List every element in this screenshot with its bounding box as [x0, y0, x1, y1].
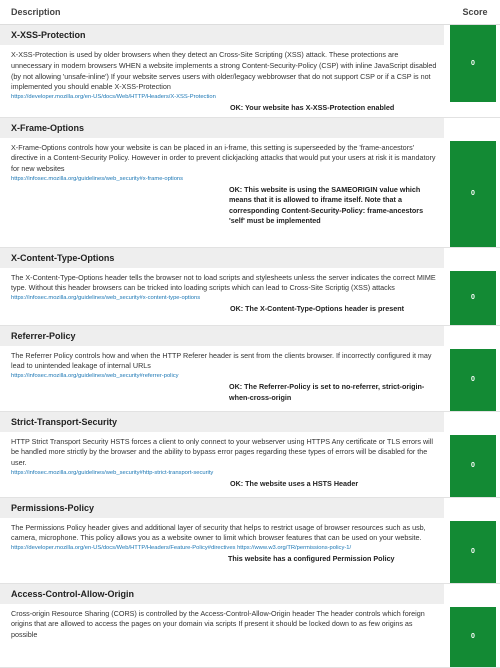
score-badge: 0	[450, 349, 496, 411]
row-title: Access-Control-Allow-Origin	[0, 584, 444, 604]
row-description: The Referrer Policy controls how and when the HTTP Referer header is sent from the clients browser. If incorrectly configured it may lead to unintended leakage of internal URLs	[11, 350, 432, 371]
table-row	[0, 326, 500, 412]
status-message: OK: This website is using the SAMEORIGIN value which means that it is allowed to iframe itself. Note that a corresponding Content-Security-Policy: frame-ancestors 'self' must be implemented	[229, 185, 424, 226]
reference-link[interactable]: https://infosec.mozilla.org/guidelines/web_security#http-strict-transport-security	[11, 470, 214, 477]
status-message: OK: The X-Content-Type-Options header is present	[230, 304, 404, 314]
table-row	[0, 25, 500, 118]
reference-link[interactable]: https://infosec.mozilla.org/guidelines/web_security#x-content-type-options	[11, 295, 201, 302]
score-badge: 0	[450, 271, 496, 325]
reference-link[interactable]: https://developer.mozilla.org/en-US/docs/Web/HTTP/Headers/Feature-Policy#directives https://www.w3.org/TR/permissions-policy-1/	[11, 545, 352, 552]
table-row	[0, 118, 500, 248]
row-title: Permissions-Policy	[0, 498, 444, 518]
table-row	[0, 584, 500, 668]
score-badge: 0	[450, 25, 496, 102]
score-badge: 0	[450, 607, 496, 667]
score-badge: 0	[450, 141, 496, 247]
score-badge: 0	[450, 521, 496, 583]
row-description: The Permissions Policy header gives and additional layer of security that helps to restrict usage of browser resources such as usb, camera, microphone. This policy allows you as a website owner to limit which browser features that can be used on your website.	[11, 522, 426, 543]
row-title: X-XSS-Protection	[0, 25, 444, 45]
table-row	[0, 412, 500, 498]
status-message: This website has a configured Permission Policy	[228, 554, 395, 564]
row-description: X-Frame-Options controls how your website is can be placed in an i-frame, this setting is superseeded by the 'frame-ancestors' directive in a Content-Security Policy. However in order to prevent clickjacking attacks that would put your users at risk it is mandatory for new websites	[11, 142, 436, 174]
table-row	[0, 248, 500, 326]
row-title: Strict-Transport-Security	[0, 412, 444, 432]
status-message: OK: Your website has X-XSS-Protection enabled	[230, 103, 395, 113]
reference-link[interactable]: https://developer.mozilla.org/en-US/docs/Web/HTTP/Headers/X-XSS-Protection	[11, 94, 216, 101]
table-header	[0, 0, 500, 25]
row-description: X-XSS-Protection is used by older browsers when they detect an Cross-Site Scripting (XSS) attack. These protections are unnecessary in modern browsers WHEN a website implements a strong Content-Security-Policy (CSP) with inline JavaScript disabled (by not allowing 'unsafe-inline') If your website serves users with older/legacy webbrowser that do not support CSP or if a CSP is not implemented you should enable X-XSS-Protection	[11, 50, 437, 92]
score-column-header: Score	[462, 7, 488, 17]
row-title: Referrer-Policy	[0, 326, 444, 346]
row-description: Cross-origin Resource Sharing (CORS) is controlled by the Access-Control-Allow-Origin header The header controls which foreign origins that are allowed to access the pages on your domain via scripts If present it should be locked down to as few origins as possible	[11, 608, 425, 640]
status-message: OK: The website uses a HSTS Header	[230, 479, 359, 489]
status-message: OK: The Referrer-Policy is set to no-referrer, strict-origin-when-cross-origin	[229, 382, 425, 402]
reference-link[interactable]: https://infosec.mozilla.org/guidelines/web_security#referrer-policy	[11, 373, 179, 380]
row-title: X-Content-Type-Options	[0, 248, 444, 268]
row-title: X-Frame-Options	[0, 118, 444, 138]
table-row	[0, 498, 500, 584]
row-description: The X-Content-Type-Options header tells the browser not to load scripts and stylesheets unless the server indicates the correct MIME type. Without this header browsers can be tricked into loading scripts which can lead to Cross-Site Scriptig (XSS) attacks	[11, 272, 436, 293]
reference-link[interactable]: https://infosec.mozilla.org/guidelines/web_security#x-frame-options	[11, 176, 184, 183]
score-badge: 0	[450, 435, 496, 497]
row-description: HTTP Strict Transport Security HSTS forces a client to only connect to your webserver using HTTPS Any certificate or TLS errors will be handled more strictly by the browser and the ability to bypass error pages regarding these types of errors will be disabled for the user.	[11, 436, 433, 468]
description-column-header: Description	[11, 7, 61, 17]
